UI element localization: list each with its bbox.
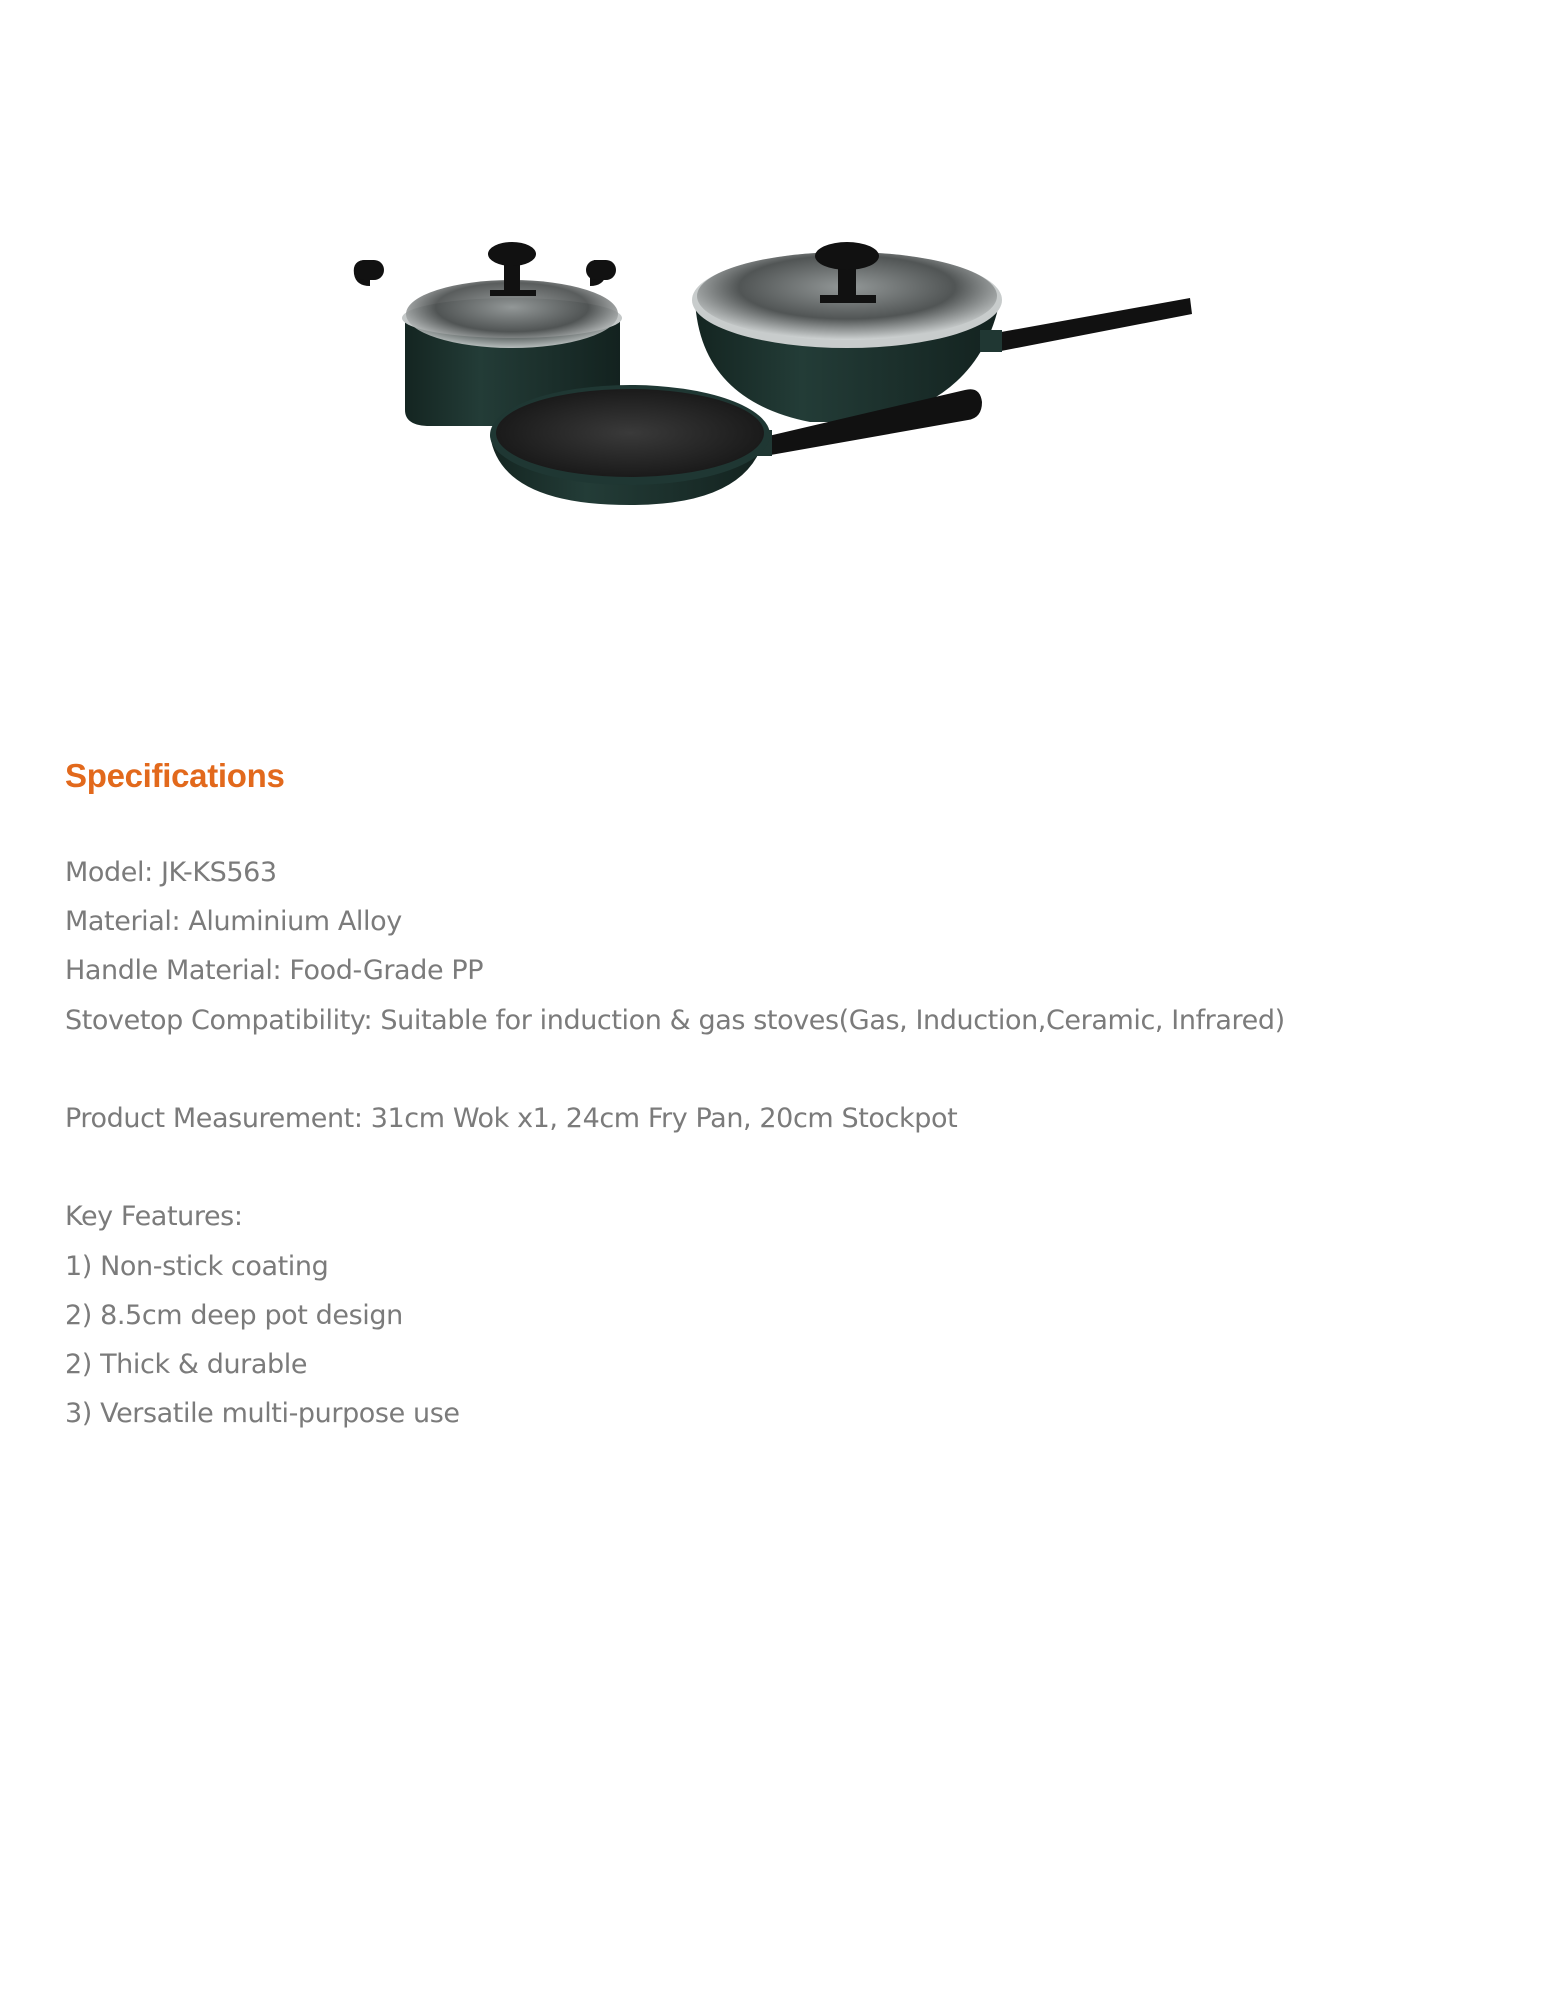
spec-product-measurement: Product Measurement: 31cm Wok x1, 24cm Fry Pan, 20cm Stockpot bbox=[65, 1103, 958, 1134]
wok bbox=[692, 242, 1192, 422]
key-feature-item: 3) Versatile multi-purpose use bbox=[65, 1398, 460, 1430]
specifications-heading: Specifications bbox=[65, 757, 285, 794]
spec-material: Material: Aluminium Alloy bbox=[65, 906, 402, 938]
key-feature-item: 2) 8.5cm deep pot design bbox=[65, 1299, 403, 1331]
key-feature-item: 1) Non-stick coating bbox=[65, 1250, 329, 1282]
spacer bbox=[65, 1143, 1525, 1192]
spec-model: Model: JK-KS563 bbox=[65, 857, 277, 888]
key-features-label: Key Features: bbox=[65, 1201, 243, 1233]
key-feature-item: 2) Thick & durable bbox=[65, 1349, 308, 1380]
specifications-section bbox=[65, 752, 1525, 1438]
spec-details bbox=[65, 848, 1525, 1438]
spacer bbox=[65, 1045, 1525, 1094]
product-image bbox=[340, 230, 1200, 520]
spec-stovetop-compatibility: Stovetop Compatibility: Suitable for induction & gas stoves(Gas, Induction,Ceramic, Infrared) bbox=[65, 1004, 1285, 1036]
spec-handle-material: Handle Material: Food-Grade PP bbox=[65, 955, 484, 987]
